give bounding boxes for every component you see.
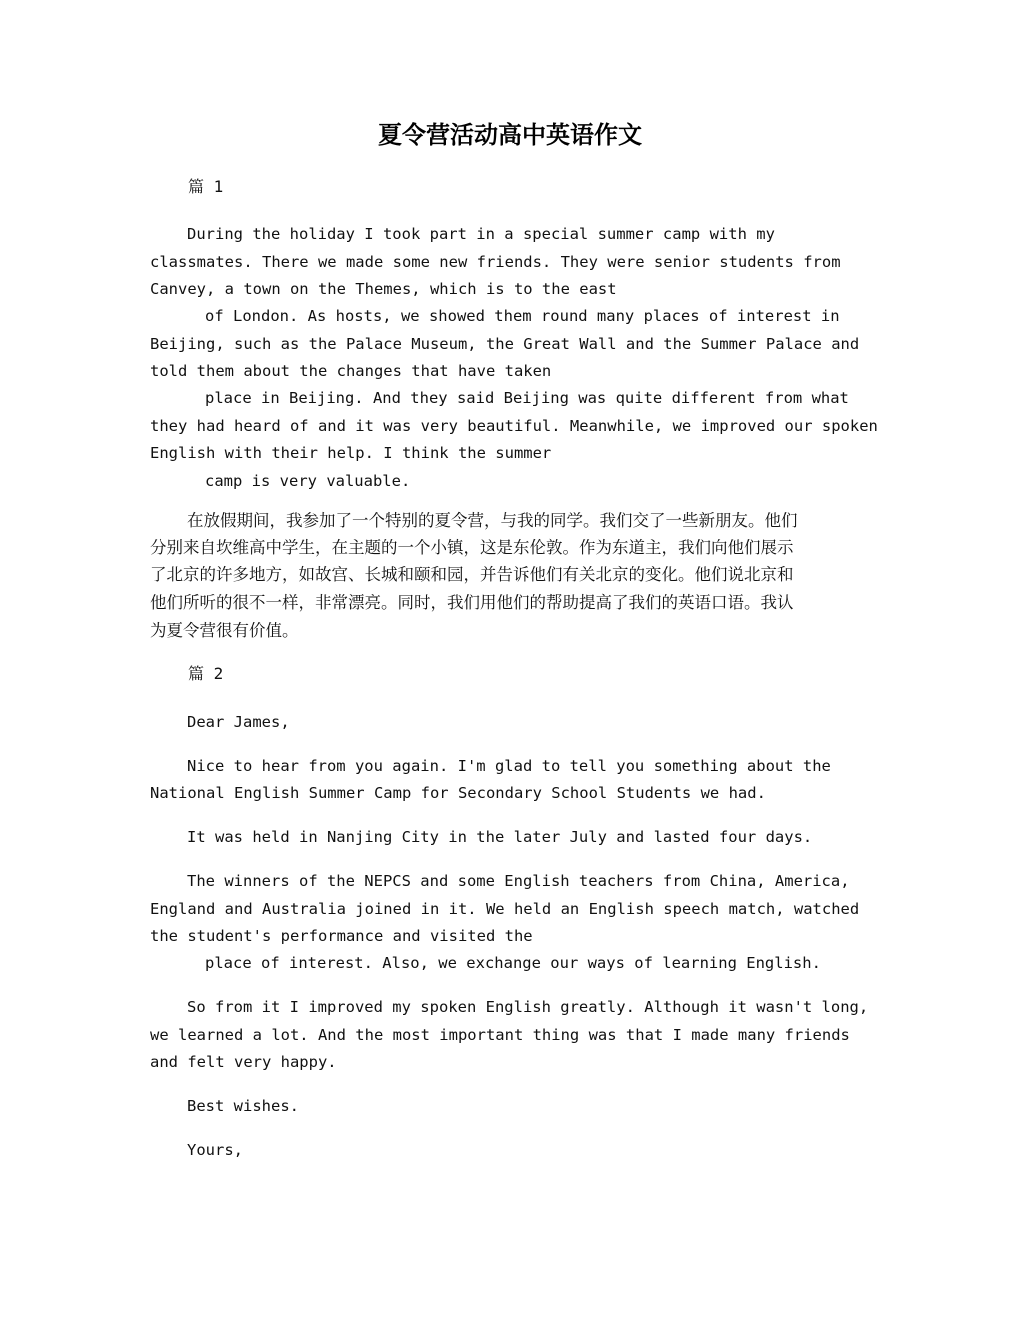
chinese-line-5: 为夏令营很有价值。 [150, 621, 299, 640]
letter-p4-line-1: So from it I improved my spoken English greatly. Although it wasn't long, [187, 998, 869, 1016]
english-line-10: camp is very valuable. [205, 472, 411, 490]
letter-p2-line-1: It was held in Nanjing City in the later July and lasted four days. [187, 828, 813, 846]
english-line-4: of London. As hosts, we showed them round many places of interest in [205, 307, 840, 325]
chinese-line-2: 分别来自坎维高中学生，在主题的一个小镇，这是东伦敦。作为东道主，我们向他们展示 [150, 538, 794, 557]
salutation: Dear James, [187, 713, 290, 731]
section-1-heading: 篇 1 [188, 177, 224, 196]
letter-p3-line-3: the student's performance and visited the [150, 927, 533, 945]
letter-p4-line-3: and felt very happy. [150, 1053, 337, 1071]
english-line-7: place in Beijing. And they said Beijing was quite different from what [205, 389, 849, 407]
english-line-9: English with their help. I think the summer [150, 444, 552, 462]
english-line-2: classmates. There we made some new friends. They were senior students from [150, 253, 841, 271]
document-title: 夏令营活动高中英语作文 [378, 120, 642, 149]
signoff: Yours, [187, 1141, 243, 1159]
chinese-line-4: 他们所听的很不一样，非常漂亮。同时，我们用他们的帮助提高了我们的英语口语。我认 [150, 593, 794, 612]
chinese-line-3: 了北京的许多地方，如故宫、长城和颐和园，并告诉他们有关北京的变化。他们说北京和 [150, 565, 794, 584]
english-line-1: During the holiday I took part in a special summer camp with my [187, 225, 775, 243]
section-2-heading: 篇 2 [188, 664, 224, 683]
english-line-8: they had heard of and it was very beautiful. Meanwhile, we improved our spoken [150, 417, 878, 435]
letter-p1-line-1: Nice to hear from you again. I'm glad to tell you something about the [187, 757, 831, 775]
letter-p3-line-2: England and Australia joined in it. We held an English speech match, watched [150, 900, 860, 918]
letter-p1-line-2: National English Summer Camp for Secondary School Students we had. [150, 784, 766, 802]
english-line-5: Beijing, such as the Palace Museum, the Great Wall and the Summer Palace and [150, 335, 860, 353]
closing: Best wishes. [187, 1097, 299, 1115]
letter-p3-line-4: place of interest. Also, we exchange our ways of learning English. [205, 954, 821, 972]
english-line-3: Canvey, a town on the Themes, which is to the east [150, 280, 617, 298]
letter-p4-line-2: we learned a lot. And the most important thing was that I made many friends [150, 1026, 850, 1044]
letter-p3-line-1: The winners of the NEPCS and some English teachers from China, America, [187, 872, 850, 890]
chinese-line-1: 在放假期间，我参加了一个特别的夏令营，与我的同学。我们交了一些新朋友。他们 [187, 511, 798, 530]
english-line-6: told them about the changes that have taken [150, 362, 552, 380]
